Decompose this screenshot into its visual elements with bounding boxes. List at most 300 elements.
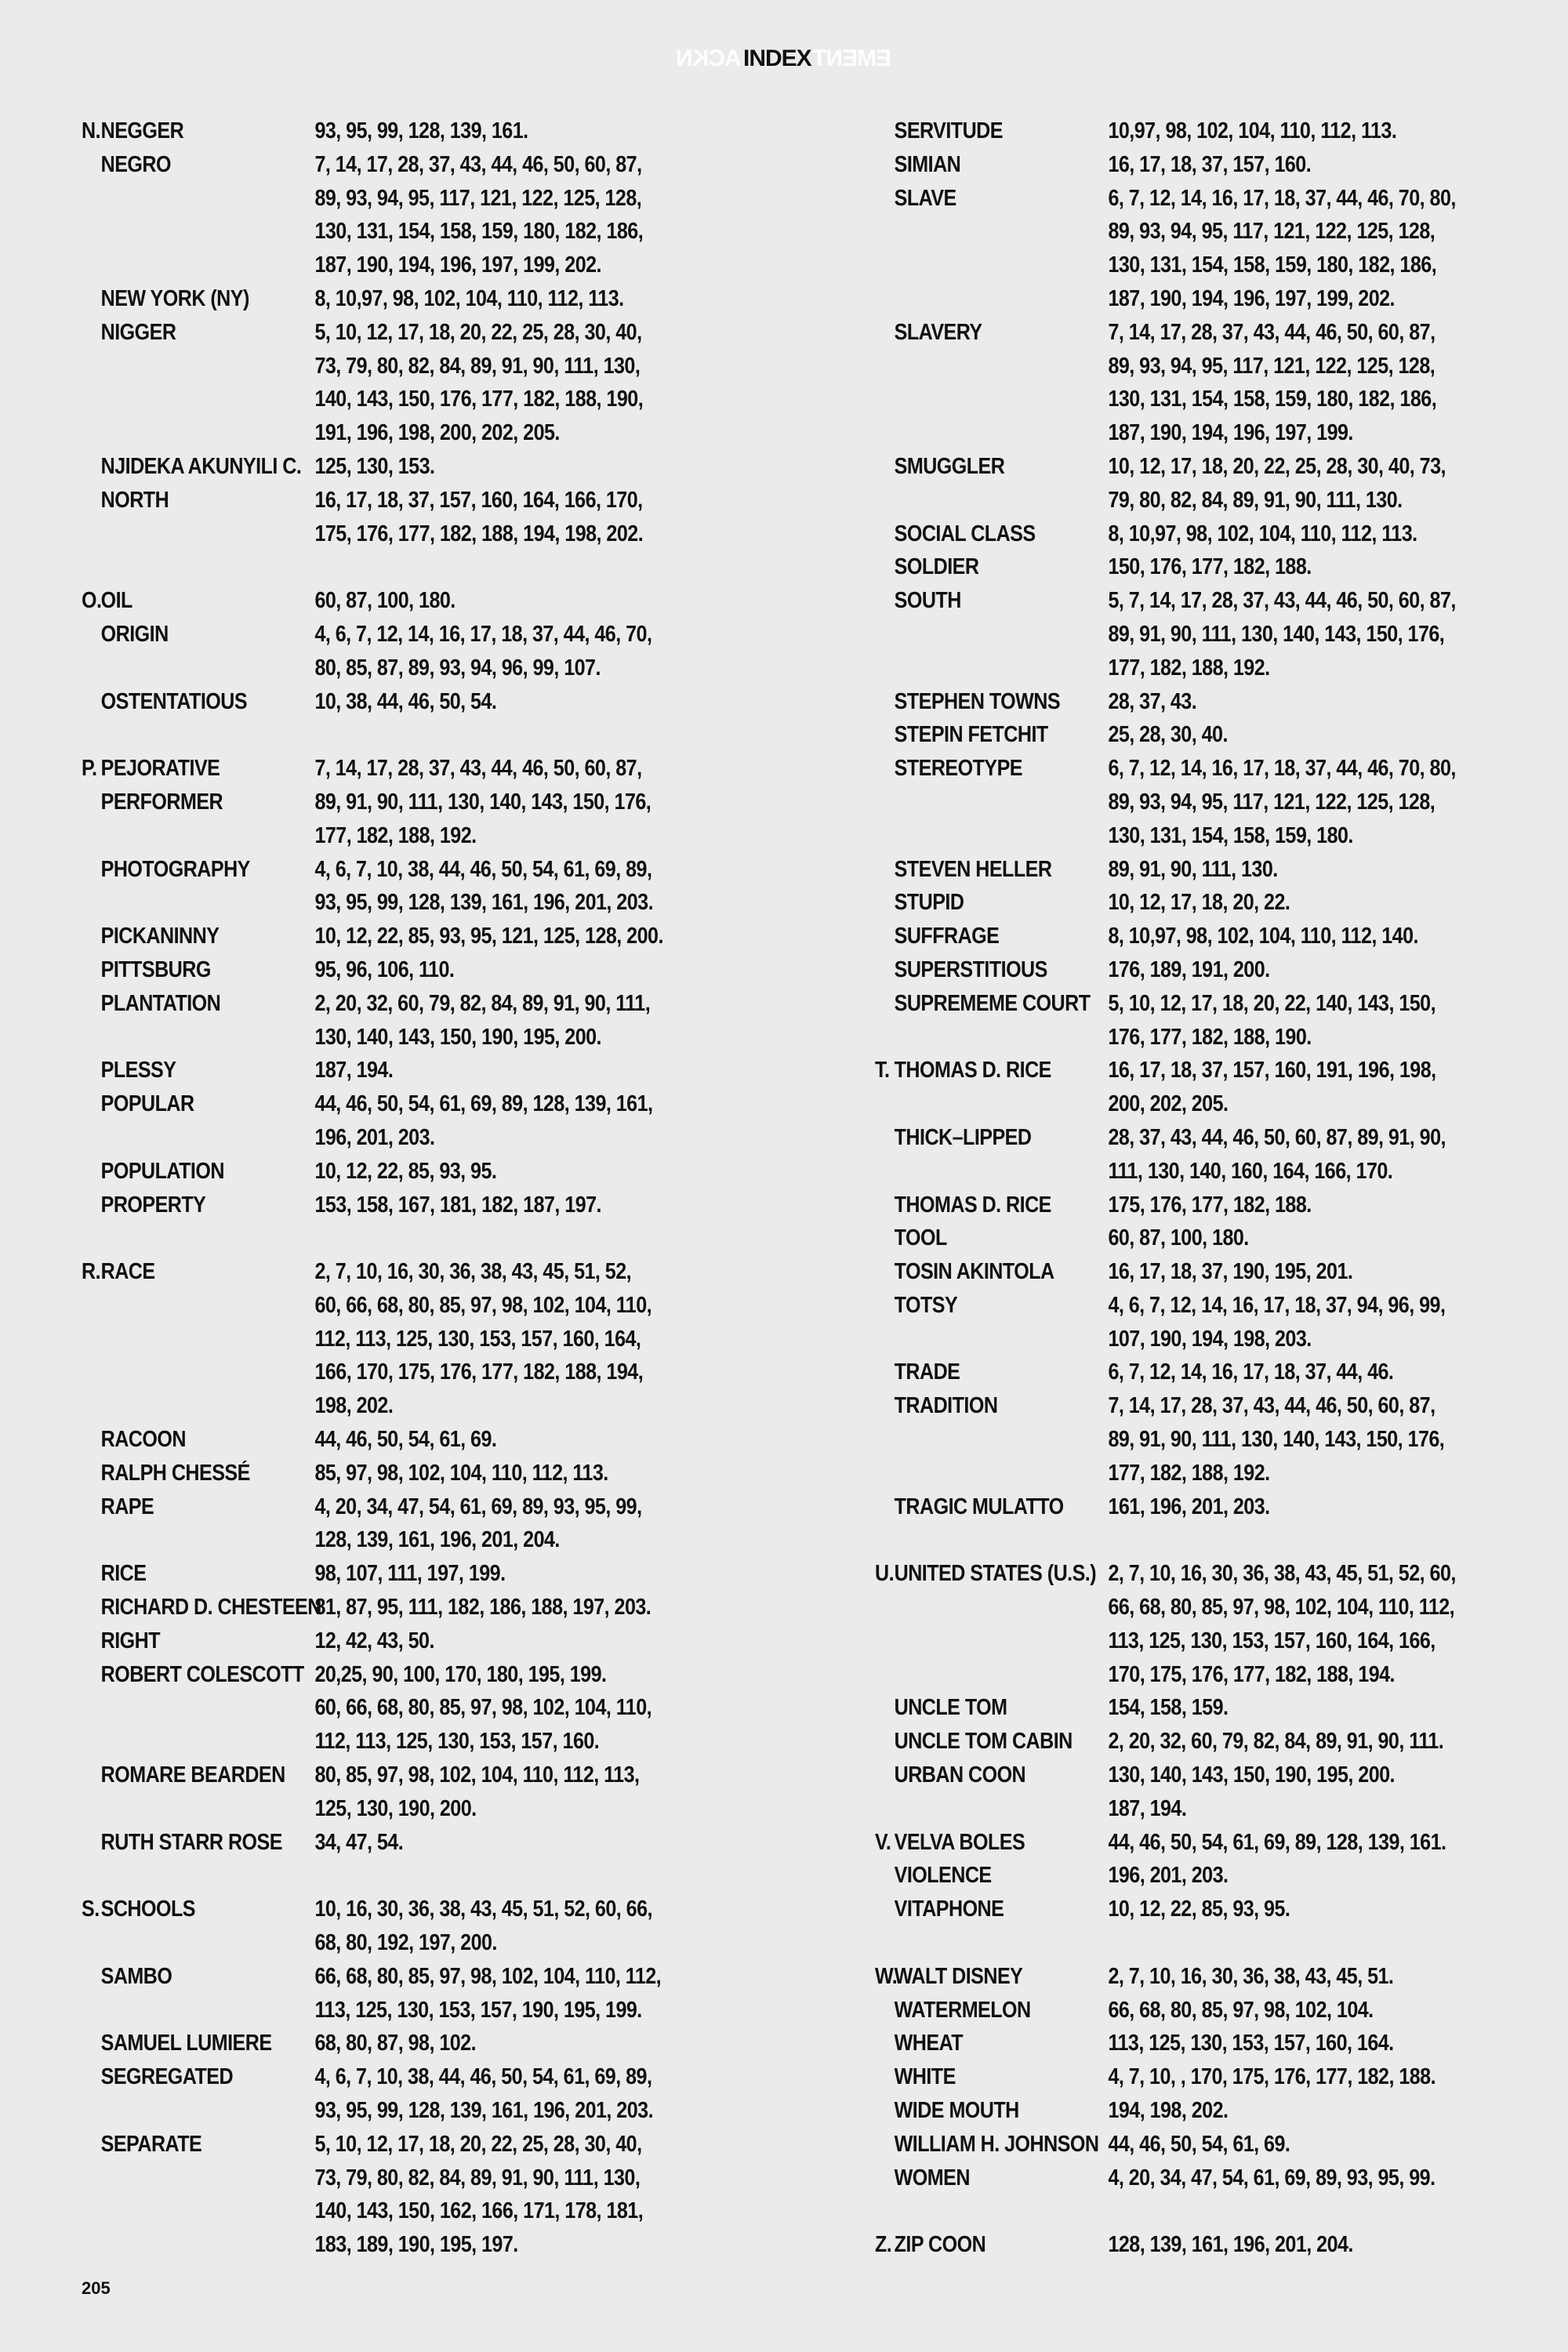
index-entry	[82, 752, 786, 786]
section-letter	[875, 1356, 895, 1389]
index-entry	[875, 148, 1568, 182]
index-entry	[875, 1189, 1568, 1222]
page-references: 16, 17, 18, 37, 157, 160, 164, 166, 170, 175, 176, 177, 182, 188, 194, 198, 202.	[314, 487, 644, 546]
section-letter	[875, 2094, 895, 2128]
page-references: 6, 7, 12, 14, 16, 17, 18, 37, 44, 46, 70, 80, 89, 93, 94, 95, 117, 121, 122, 125, 128, 130, 131, 154, 158, 159, 180, 182, 186, 187, 190, 194, 196, 197, 199, 202.	[1108, 185, 1456, 311]
section-letter	[875, 1691, 895, 1725]
page-references: 4, 20, 34, 47, 54, 61, 69, 89, 93, 95, 99.	[1108, 2165, 1436, 2190]
section-letter	[875, 853, 895, 887]
section-letter	[82, 282, 101, 316]
section-letter	[82, 2128, 101, 2262]
index-entry	[875, 1994, 1568, 2027]
index-entry	[875, 2161, 1568, 2195]
page-references: 130, 140, 143, 150, 190, 195, 200. 187, 194.	[1108, 1762, 1395, 1821]
section-letter	[82, 953, 101, 987]
page-references: 95, 96, 106, 110.	[314, 956, 455, 982]
index-term: TRADITION	[894, 1393, 998, 1419]
index-entry	[82, 953, 786, 987]
index-term: SIMIAN	[894, 151, 961, 177]
index-entry	[875, 920, 1568, 953]
index-term: RALPH CHESSÉ	[100, 1460, 250, 1486]
page-references: 128, 139, 161, 196, 201, 204.	[1108, 2232, 1353, 2258]
page-references: 176, 189, 191, 200.	[1108, 956, 1270, 982]
index-entry	[82, 484, 786, 551]
section-letter	[82, 1591, 101, 1624]
index-term: SCHOOLS	[100, 1896, 195, 1922]
index-entry	[875, 1759, 1568, 1826]
page-references: 8, 10,97, 98, 102, 104, 110, 112, 113.	[314, 285, 624, 311]
page-references: 5, 10, 12, 17, 18, 20, 22, 25, 28, 30, 40, 73, 79, 80, 82, 84, 89, 91, 90, 111, 130, 140, 143, 150, 176, 177, 182, 188, 190, 191, 196, 198, 200, 202, 205.	[314, 319, 644, 446]
section-letter: R.	[82, 1259, 101, 1285]
letter-group-spacer	[875, 1926, 1568, 1960]
page-references: 89, 91, 90, 111, 130, 140, 143, 150, 176, 177, 182, 188, 192.	[314, 789, 652, 848]
index-term: THOMAS D. RICE	[894, 1058, 1051, 1083]
page-references: 4, 7, 10, , 170, 175, 176, 177, 182, 188.	[1108, 2064, 1436, 2090]
page-references: 2, 20, 32, 60, 79, 82, 84, 89, 91, 90, 111, 130, 140, 143, 150, 190, 195, 200.	[314, 990, 651, 1050]
page-references: 93, 95, 99, 128, 139, 161.	[314, 118, 528, 143]
page-references: 196, 201, 203.	[1108, 1863, 1229, 1889]
index-entry	[875, 2027, 1568, 2060]
index-term: PLESSY	[100, 1058, 176, 1083]
index-term: NORTH	[100, 487, 169, 513]
section-letter	[82, 786, 101, 853]
page-references: 2, 7, 10, 16, 30, 36, 38, 43, 45, 51, 52, 60, 66, 68, 80, 85, 97, 98, 102, 104, 110, 112, 113, 125, 130, 153, 157, 160, 164, 166, 170, 175, 176, 177, 182, 188, 194, 198, 202.	[314, 1259, 652, 1419]
page-references: 85, 97, 98, 102, 104, 110, 112, 113.	[314, 1460, 608, 1486]
header-next-section: EMENT	[812, 45, 891, 71]
page-references: 6, 7, 12, 14, 16, 17, 18, 37, 44, 46, 70, 80, 89, 93, 94, 95, 117, 121, 122, 125, 128, 130, 131, 154, 158, 159, 180.	[1108, 756, 1456, 848]
page-references: 5, 10, 12, 17, 18, 20, 22, 25, 28, 30, 40, 73, 79, 80, 82, 84, 89, 91, 90, 111, 130, 140, 143, 150, 162, 166, 171, 178, 181, 183, 189, 190, 195, 197.	[314, 2131, 644, 2258]
index-term: NEGRO	[100, 151, 171, 177]
section-letter	[875, 316, 895, 450]
section-letter	[82, 1624, 101, 1658]
section-letter	[82, 1658, 101, 1759]
page-references: 194, 198, 202.	[1108, 2098, 1229, 2124]
section-letter	[875, 1893, 895, 1926]
index-entry	[82, 1189, 786, 1222]
index-entry	[875, 1691, 1568, 1725]
index-term: SMUGGLER	[894, 453, 1005, 479]
index-entry	[82, 1155, 786, 1189]
section-letter	[875, 752, 895, 852]
section-letter: W.	[875, 1963, 898, 1989]
section-letter	[875, 987, 895, 1054]
page-references: 7, 14, 17, 28, 37, 43, 44, 46, 50, 60, 87, 89, 93, 94, 95, 117, 121, 122, 125, 128, 130, 131, 154, 158, 159, 180, 182, 186, 187, 190, 194, 196, 197, 199, 202.	[314, 151, 644, 278]
index-term: SOLDIER	[894, 554, 979, 580]
index-term: RUTH STARR ROSE	[100, 1829, 282, 1855]
section-letter	[82, 1054, 101, 1087]
section-letter	[82, 1960, 101, 2027]
index-column-right	[875, 114, 1568, 2262]
index-entry	[82, 2128, 786, 2262]
index-term: TRADE	[894, 1359, 960, 1385]
index-term: SLAVE	[894, 185, 956, 211]
letter-group-spacer	[875, 1523, 1568, 1557]
section-letter	[875, 886, 895, 920]
index-entry	[875, 1389, 1568, 1490]
section-letter	[82, 685, 101, 719]
index-term: STEPIN FETCHIT	[894, 722, 1048, 748]
index-term: SEGREGATED	[100, 2064, 234, 2090]
page-references: 8, 10,97, 98, 102, 104, 110, 112, 140.	[1108, 924, 1418, 949]
index-term: SUFFRAGE	[894, 924, 1000, 949]
section-letter	[875, 685, 895, 719]
index-term: STEPHEN TOWNS	[894, 688, 1061, 714]
index-term: RACE	[100, 1259, 155, 1285]
index-entry	[82, 1759, 786, 1826]
page-references: 10, 12, 22, 85, 93, 95.	[314, 1158, 497, 1184]
section-letter	[875, 1121, 895, 1189]
index-entry	[82, 1423, 786, 1457]
index-term: SEPARATE	[100, 2131, 202, 2157]
index-entry	[875, 550, 1568, 584]
index-term: ROMARE BEARDEN	[100, 1762, 285, 1788]
index-entry	[82, 1557, 786, 1591]
page-references: 44, 46, 50, 54, 61, 69.	[314, 1427, 497, 1453]
section-letter	[82, 316, 101, 450]
index-entry	[82, 316, 786, 450]
index-term: RACOON	[100, 1427, 186, 1453]
index-entry	[82, 786, 786, 853]
index-entry	[875, 316, 1568, 450]
page-references: 154, 158, 159.	[1108, 1695, 1229, 1721]
index-term: ROBERT COLESCOTT	[100, 1661, 304, 1687]
page-references: 10, 16, 30, 36, 38, 43, 45, 51, 52, 60, 66, 68, 80, 192, 197, 200.	[314, 1896, 652, 1956]
section-letter	[875, 2060, 895, 2094]
page-references: 89, 91, 90, 111, 130.	[1108, 856, 1278, 882]
index-term: RICHARD D. CHESTEEN	[100, 1595, 321, 1621]
section-letter	[82, 484, 101, 551]
page-references: 16, 17, 18, 37, 157, 160, 191, 196, 198, 200, 202, 205.	[1108, 1058, 1436, 1117]
index-term: WATERMELON	[894, 1997, 1031, 2023]
index-term: ORIGIN	[100, 621, 169, 647]
page-references: 8, 10,97, 98, 102, 104, 110, 112, 113.	[1108, 521, 1417, 546]
index-entry	[875, 853, 1568, 887]
section-letter	[875, 182, 895, 316]
index-entry	[82, 1490, 786, 1558]
page-references: 34, 47, 54.	[314, 1829, 404, 1855]
page-references: 10, 38, 44, 46, 50, 54.	[314, 688, 497, 714]
index-entry	[875, 1356, 1568, 1389]
index-term: WHITE	[894, 2064, 956, 2090]
index-entry	[875, 1893, 1568, 1926]
section-letter	[875, 1221, 895, 1255]
index-entry	[82, 282, 786, 316]
index-entry	[875, 584, 1568, 684]
page-references: 7, 14, 17, 28, 37, 43, 44, 46, 50, 60, 87, 89, 93, 94, 95, 117, 121, 122, 125, 128, 130, 131, 154, 158, 159, 180, 182, 186, 187, 190, 194, 196, 197, 199.	[1108, 319, 1437, 446]
index-entry	[875, 685, 1568, 719]
index-term: URBAN COON	[894, 1762, 1026, 1788]
section-letter: T.	[875, 1058, 890, 1083]
section-letter	[875, 584, 895, 684]
page-references: 7, 14, 17, 28, 37, 43, 44, 46, 50, 60, 87, 89, 91, 90, 111, 130, 140, 143, 150, 176, 177, 182, 188, 192.	[1108, 1393, 1445, 1486]
section-letter	[875, 1490, 895, 1524]
index-entry	[82, 1826, 786, 1860]
index-term: TOOL	[894, 1225, 947, 1251]
page-references: 25, 28, 30, 40.	[1108, 722, 1228, 748]
index-entry	[82, 1087, 786, 1155]
page-references: 16, 17, 18, 37, 157, 160.	[1108, 151, 1312, 177]
index-entry	[82, 1960, 786, 2027]
section-letter	[875, 2161, 895, 2195]
section-letter	[82, 1490, 101, 1558]
index-term: PICKANINNY	[100, 924, 220, 949]
section-letter	[82, 2027, 101, 2060]
index-term: POPULAR	[100, 1091, 194, 1117]
section-letter	[875, 1725, 895, 1759]
index-term: PITTSBURG	[100, 956, 211, 982]
section-letter	[82, 1423, 101, 1457]
index-term: TOTSY	[894, 1292, 958, 1318]
page-references: 4, 6, 7, 10, 38, 44, 46, 50, 54, 61, 69, 89, 93, 95, 99, 128, 139, 161, 196, 201, 203.	[314, 2064, 654, 2124]
index-entry	[82, 618, 786, 685]
index-term: WOMEN	[894, 2165, 970, 2190]
page-references: 60, 87, 100, 180.	[1108, 1225, 1249, 1251]
page-references: 10, 12, 17, 18, 20, 22.	[1108, 890, 1290, 916]
index-term: RAPE	[100, 1494, 154, 1519]
page-references: 2, 20, 32, 60, 79, 82, 84, 89, 91, 90, 111.	[1108, 1729, 1444, 1755]
index-entry	[82, 853, 786, 920]
index-term: SERVITUDE	[894, 118, 1003, 143]
index-term: RIGHT	[100, 1628, 161, 1653]
section-letter	[875, 1994, 895, 2027]
page-references: 113, 125, 130, 153, 157, 160, 164.	[1108, 2031, 1394, 2056]
section-letter	[875, 1859, 895, 1893]
index-term: NEGGER	[100, 118, 184, 143]
section-letter	[82, 2060, 101, 2128]
section-letter	[82, 1087, 101, 1155]
section-letter	[875, 148, 895, 182]
index-term: SOCIAL CLASS	[894, 521, 1036, 546]
index-term: PHOTOGRAPHY	[100, 856, 250, 882]
section-letter	[82, 1759, 101, 1826]
page-number: 205	[82, 2278, 111, 2298]
page-references: 66, 68, 80, 85, 97, 98, 102, 104.	[1108, 1997, 1374, 2023]
section-letter: P.	[82, 756, 97, 782]
index-entry	[82, 584, 786, 618]
section-letter: Z.	[875, 2232, 892, 2258]
page-references: 44, 46, 50, 54, 61, 69.	[1108, 2131, 1290, 2157]
page-references: 98, 107, 111, 197, 199.	[314, 1561, 506, 1587]
index-term: SLAVERY	[894, 319, 982, 345]
page-references: 4, 6, 7, 12, 14, 16, 17, 18, 37, 44, 46, 70, 80, 85, 87, 89, 93, 94, 96, 99, 107.	[314, 621, 652, 681]
index-term: PROPERTY	[100, 1192, 206, 1218]
section-letter	[875, 450, 895, 517]
index-entry	[875, 718, 1568, 752]
index-entry	[875, 1826, 1568, 1860]
index-entry	[875, 2060, 1568, 2094]
section-letter	[82, 1155, 101, 1189]
section-letter	[82, 853, 101, 920]
section-letter	[875, 953, 895, 987]
index-entry	[875, 450, 1568, 517]
index-term: SUPERSTITIOUS	[894, 956, 1047, 982]
index-entry	[82, 450, 786, 484]
index-term: PERFORMER	[100, 789, 223, 815]
index-entry	[875, 953, 1568, 987]
index-entry	[82, 1658, 786, 1759]
page-references: 7, 14, 17, 28, 37, 43, 44, 46, 50, 60, 87,	[314, 756, 642, 782]
section-letter: O.	[82, 588, 102, 614]
index-entry	[875, 517, 1568, 551]
letter-group-spacer	[82, 1859, 787, 1893]
index-term: WILLIAM H. JOHNSON	[894, 2131, 1099, 2157]
section-letter: U.	[875, 1561, 895, 1587]
index-term: THICK–LIPPED	[894, 1124, 1032, 1150]
page-references: 125, 130, 153.	[314, 453, 435, 479]
index-entry	[875, 886, 1568, 920]
page-references: 28, 37, 43.	[1108, 688, 1197, 714]
page-references: 16, 17, 18, 37, 190, 195, 201.	[1108, 1259, 1353, 1285]
index-entry	[875, 114, 1568, 148]
page-references: 5, 7, 14, 17, 28, 37, 43, 44, 46, 50, 60, 87, 89, 91, 90, 111, 130, 140, 143, 150, 176, 177, 182, 188, 192.	[1108, 588, 1456, 681]
header-current-section: INDEX	[742, 45, 811, 71]
index-term: SAMUEL LUMIERE	[100, 2031, 272, 2056]
index-entry	[875, 987, 1568, 1054]
section-letter	[82, 987, 101, 1054]
index-entry	[82, 987, 786, 1054]
index-term: TOSIN AKINTOLA	[894, 1259, 1054, 1285]
index-entry	[82, 1624, 786, 1658]
page-references: 10, 12, 22, 85, 93, 95, 121, 125, 128, 200.	[314, 924, 663, 949]
section-letter	[875, 1255, 895, 1289]
section-letter	[875, 1389, 895, 1490]
index-term: UNCLE TOM CABIN	[894, 1729, 1073, 1755]
page-references: 175, 176, 177, 182, 188.	[1108, 1192, 1312, 1218]
index-entry	[875, 1960, 1568, 1994]
index-entry	[875, 1121, 1568, 1189]
section-letter	[82, 148, 101, 282]
index-term: OSTENTATIOUS	[100, 688, 248, 714]
index-entry	[875, 1490, 1568, 1524]
section-letter: N.	[82, 118, 101, 143]
section-letter	[875, 920, 895, 953]
index-entry	[82, 2060, 786, 2128]
page-references: 10,97, 98, 102, 104, 110, 112, 113.	[1108, 118, 1397, 143]
index-term: VITAPHONE	[894, 1896, 1004, 1922]
index-entry	[875, 1289, 1568, 1356]
index-entry	[82, 148, 786, 282]
page-references: 4, 6, 7, 12, 14, 16, 17, 18, 37, 94, 96, 99, 107, 190, 194, 198, 203.	[1108, 1292, 1446, 1352]
index-term: VELVA BOLES	[894, 1829, 1025, 1855]
index-term: UNITED STATES (U.S.)	[894, 1561, 1097, 1587]
page-references: 44, 46, 50, 54, 61, 69, 89, 128, 139, 161, 196, 201, 203.	[314, 1091, 653, 1150]
page-references: 4, 6, 7, 10, 38, 44, 46, 50, 54, 61, 69, 89, 93, 95, 99, 128, 139, 161, 196, 201, 203.	[314, 856, 654, 916]
page-references: 2, 7, 10, 16, 30, 36, 38, 43, 45, 51, 52, 60, 66, 68, 80, 85, 97, 98, 102, 104, 110, 112, 113, 125, 130, 153, 157, 160, 164, 166, 170, 175, 176, 177, 182, 188, 194.	[1108, 1561, 1456, 1687]
index-entry	[875, 182, 1568, 316]
page-references: 80, 85, 97, 98, 102, 104, 110, 112, 113, 125, 130, 190, 200.	[314, 1762, 640, 1821]
page-references: 2, 7, 10, 16, 30, 36, 38, 43, 45, 51.	[1108, 1963, 1394, 1989]
section-letter	[82, 1457, 101, 1490]
section-letter	[82, 618, 101, 685]
page-references: 81, 87, 95, 111, 182, 186, 188, 197, 203.	[314, 1595, 652, 1621]
index-term: TRAGIC MULATTO	[894, 1494, 1064, 1519]
index-entry	[875, 752, 1568, 852]
index-entry	[82, 1054, 786, 1087]
index-entry	[82, 2027, 786, 2060]
index-entry	[875, 1725, 1568, 1759]
section-letter	[875, 2027, 895, 2060]
index-term: RICE	[100, 1561, 147, 1587]
page-references: 187, 194.	[314, 1058, 394, 1083]
index-term: NJIDEKA AKUNYILI C.	[100, 453, 302, 479]
section-letter	[82, 1189, 101, 1222]
letter-group-spacer	[875, 2194, 1568, 2228]
section-letter	[82, 920, 101, 953]
section-letter: S.	[82, 1896, 100, 1922]
section-letter	[82, 1826, 101, 1860]
index-entry	[82, 920, 786, 953]
index-term: UNCLE TOM	[894, 1695, 1007, 1721]
index-term: NIGGER	[100, 319, 176, 345]
index-entry	[875, 2228, 1568, 2262]
index-term: STEREOTYPE	[894, 756, 1022, 782]
index-term: THOMAS D. RICE	[894, 1192, 1051, 1218]
index-term: SAMBO	[100, 1963, 172, 1989]
index-entry	[875, 2128, 1568, 2161]
page-references: 4, 20, 34, 47, 54, 61, 69, 89, 93, 95, 99, 128, 139, 161, 196, 201, 204.	[314, 1494, 642, 1553]
index-entry	[82, 685, 786, 719]
index-term: WALT DISNEY	[894, 1963, 1023, 1989]
index-entry	[82, 1893, 786, 1960]
section-letter: V.	[875, 1829, 891, 1855]
index-term: SOUTH	[894, 588, 961, 614]
section-letter	[82, 1557, 101, 1591]
index-term: WHEAT	[894, 2031, 964, 2056]
page-references: 68, 80, 87, 98, 102.	[314, 2031, 477, 2056]
index-term: PEJORATIVE	[100, 756, 220, 782]
section-letter	[875, 718, 895, 752]
index-entry	[82, 1255, 786, 1423]
section-letter	[875, 114, 895, 148]
index-entry	[82, 1591, 786, 1624]
index-term: WIDE MOUTH	[894, 2098, 1019, 2124]
index-term: PLANTATION	[100, 990, 221, 1016]
section-letter	[82, 450, 101, 484]
index-entry	[875, 1255, 1568, 1289]
index-entry	[875, 1859, 1568, 1893]
page-references: 20,25, 90, 100, 170, 180, 195, 199. 60, 66, 68, 80, 85, 97, 98, 102, 104, 110, 112, 113, 125, 130, 153, 157, 160.	[314, 1661, 652, 1755]
index-term: OIL	[100, 588, 132, 614]
page-references: 6, 7, 12, 14, 16, 17, 18, 37, 44, 46.	[1108, 1359, 1394, 1385]
index-entry	[875, 1221, 1568, 1255]
index-column-left	[82, 114, 787, 2262]
index-entry	[875, 1557, 1568, 1691]
page-references: 153, 158, 167, 181, 182, 187, 197.	[314, 1192, 601, 1218]
index-entry	[82, 1457, 786, 1490]
page-references: 10, 12, 17, 18, 20, 22, 25, 28, 30, 40, 73, 79, 80, 82, 84, 89, 91, 90, 111, 130.	[1108, 453, 1446, 513]
section-letter	[875, 2128, 895, 2161]
letter-group-spacer	[82, 718, 787, 752]
section-letter	[875, 517, 895, 551]
page-references: 60, 87, 100, 180.	[314, 588, 456, 614]
index-term: STUPID	[894, 890, 964, 916]
index-term: POPULATION	[100, 1158, 224, 1184]
letter-group-spacer	[82, 1221, 787, 1255]
page-references: 12, 42, 43, 50.	[314, 1628, 434, 1653]
section-letter	[875, 550, 895, 584]
section-letter	[875, 1759, 895, 1826]
page-references: 28, 37, 43, 44, 46, 50, 60, 87, 89, 91, 90, 111, 130, 140, 160, 164, 166, 170.	[1108, 1124, 1446, 1184]
page-references: 66, 68, 80, 85, 97, 98, 102, 104, 110, 112, 113, 125, 130, 153, 157, 190, 195, 199.	[314, 1963, 662, 2023]
index-term: NEW YORK (NY)	[100, 285, 249, 311]
letter-group-spacer	[82, 550, 787, 584]
section-letter	[875, 1289, 895, 1356]
page-references: 150, 176, 177, 182, 188.	[1108, 554, 1312, 580]
index-term: ZIP COON	[894, 2232, 986, 2258]
page-references: 44, 46, 50, 54, 61, 69, 89, 128, 139, 161.	[1108, 1829, 1446, 1855]
page-references: 10, 12, 22, 85, 93, 95.	[1108, 1896, 1290, 1922]
index-entry	[875, 2094, 1568, 2128]
